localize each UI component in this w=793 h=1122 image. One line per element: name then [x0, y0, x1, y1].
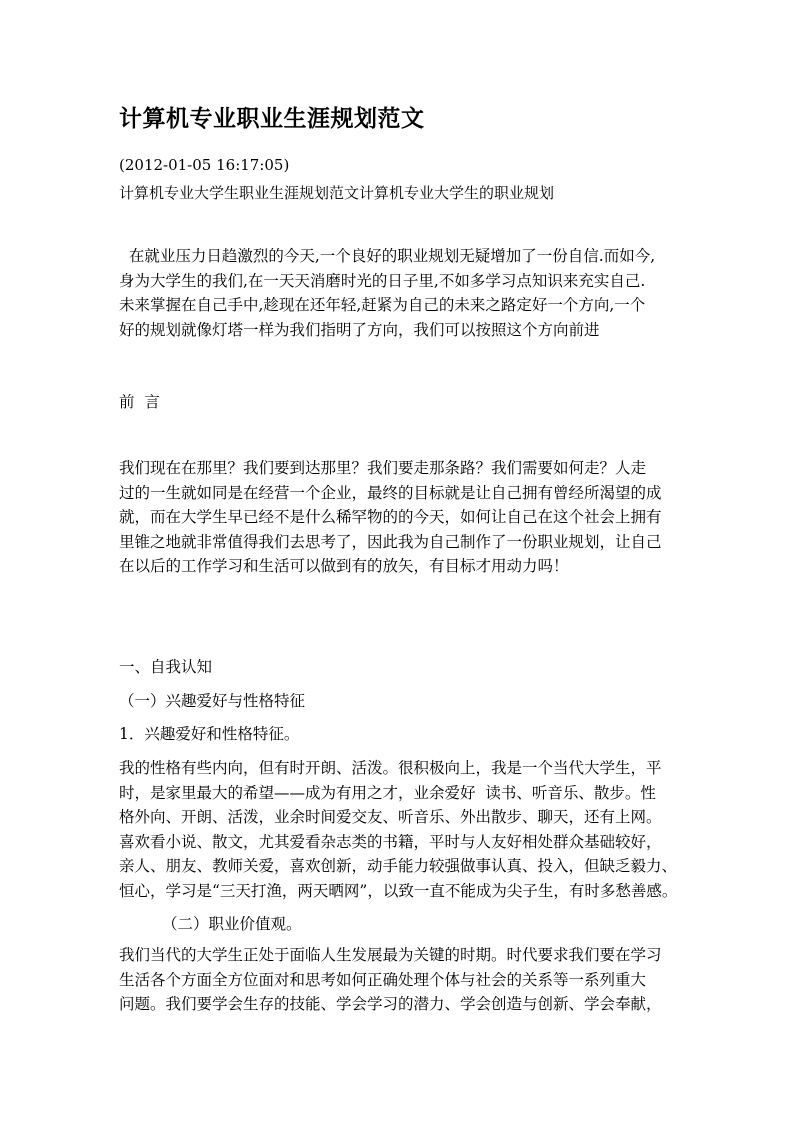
personality-line: 格外向、开朗、活泼，业余时间爱交友、听音乐、外出散步、聊天，还有上网。	[119, 808, 662, 826]
values-line: 我们当代的大学生正处于面临人生发展最为关键的时期。时代要求我们要在学习	[119, 946, 662, 964]
section1-subheading-values: （二）职业价值观。	[162, 915, 302, 933]
personality-line: 亲人、朋友、教师关爱，喜欢创新，动手能力较强做事认真、投入，但缺乏毅力、	[119, 857, 678, 875]
personality-paragraph	[119, 756, 679, 903]
post-date: (2012-01-05 16:17:05)	[119, 156, 290, 174]
values-line: 生活各个方面全方位面对和思考如何正确处理个体与社会的关系等一系列重大	[119, 970, 647, 989]
document-subtitle: 计算机专业大学生职业生涯规划范文计算机专业大学生的职业规划	[119, 184, 555, 202]
preface-line: 过的一生就如同是在经营一个企业，最终的目标就是让自己拥有曾经所渴望的成	[119, 483, 662, 502]
preface-paragraph	[119, 456, 679, 579]
preface-heading: 前 言	[119, 393, 160, 411]
personality-line: 我的性格有些内向，但有时开朗、活泼。很积极向上，我是一个当代大学生，平	[119, 759, 662, 777]
intro-line: 在就业压力日趋激烈的今天,一个良好的职业规划无疑增加了一份自信.而如今,	[119, 247, 656, 265]
personality-line: 喜欢看小说、散文，尤其爱看杂志类的书籍，平时与人友好相处群众基础较好，	[119, 832, 662, 851]
intro-line: 身为大学生的我们,在一天天消磨时光的日子里,不如多学习点知识来充实自己.	[119, 271, 646, 290]
section1-item-interests: 1．兴趣爱好和性格特征。	[119, 725, 300, 743]
preface-line: 里锥之地就非常值得我们去思考了，因此我为自己制作了一份职业规划，让自己	[119, 532, 662, 551]
intro-line: 未来掌握在自己手中,趁现在还年轻,赶紧为自己的未来之路定好一个方向,一个	[119, 296, 646, 314]
personality-line: 恒心，学习是“三天打渔，两天晒网”，以致一直不能成为尖子生，有时多愁善感。	[119, 881, 678, 900]
preface-line: 就，而在大学生早已经不是什么稀罕物的的今天，如何让自己在这个社会上拥有	[119, 508, 662, 526]
preface-line: 在以后的工作学习和生活可以做到有的放矢，有目标才用动力吗！	[119, 557, 569, 575]
section1-heading: 一、自我认知	[119, 658, 213, 676]
intro-paragraph	[119, 244, 679, 342]
section1-subheading-interests: （一）兴趣爱好与性格特征	[119, 692, 306, 710]
preface-line: 我们现在在那里？我们要到达那里？我们要走那条路？我们需要如何走？人走	[119, 459, 647, 477]
values-line: 问题。我们要学会生存的技能、学会学习的潜力、学会创造与创新、学会奉献，	[119, 995, 662, 1013]
personality-line: 时，是家里最大的希望——成为有用之才，业余爱好 读书、听音乐、散步。性	[119, 783, 656, 802]
intro-line: 好的规划就像灯塔一样为我们指明了方向，我们可以按照这个方向前进	[119, 320, 600, 339]
document-title: 计算机专业职业生涯规划范文	[119, 106, 425, 132]
values-paragraph	[119, 943, 679, 1017]
